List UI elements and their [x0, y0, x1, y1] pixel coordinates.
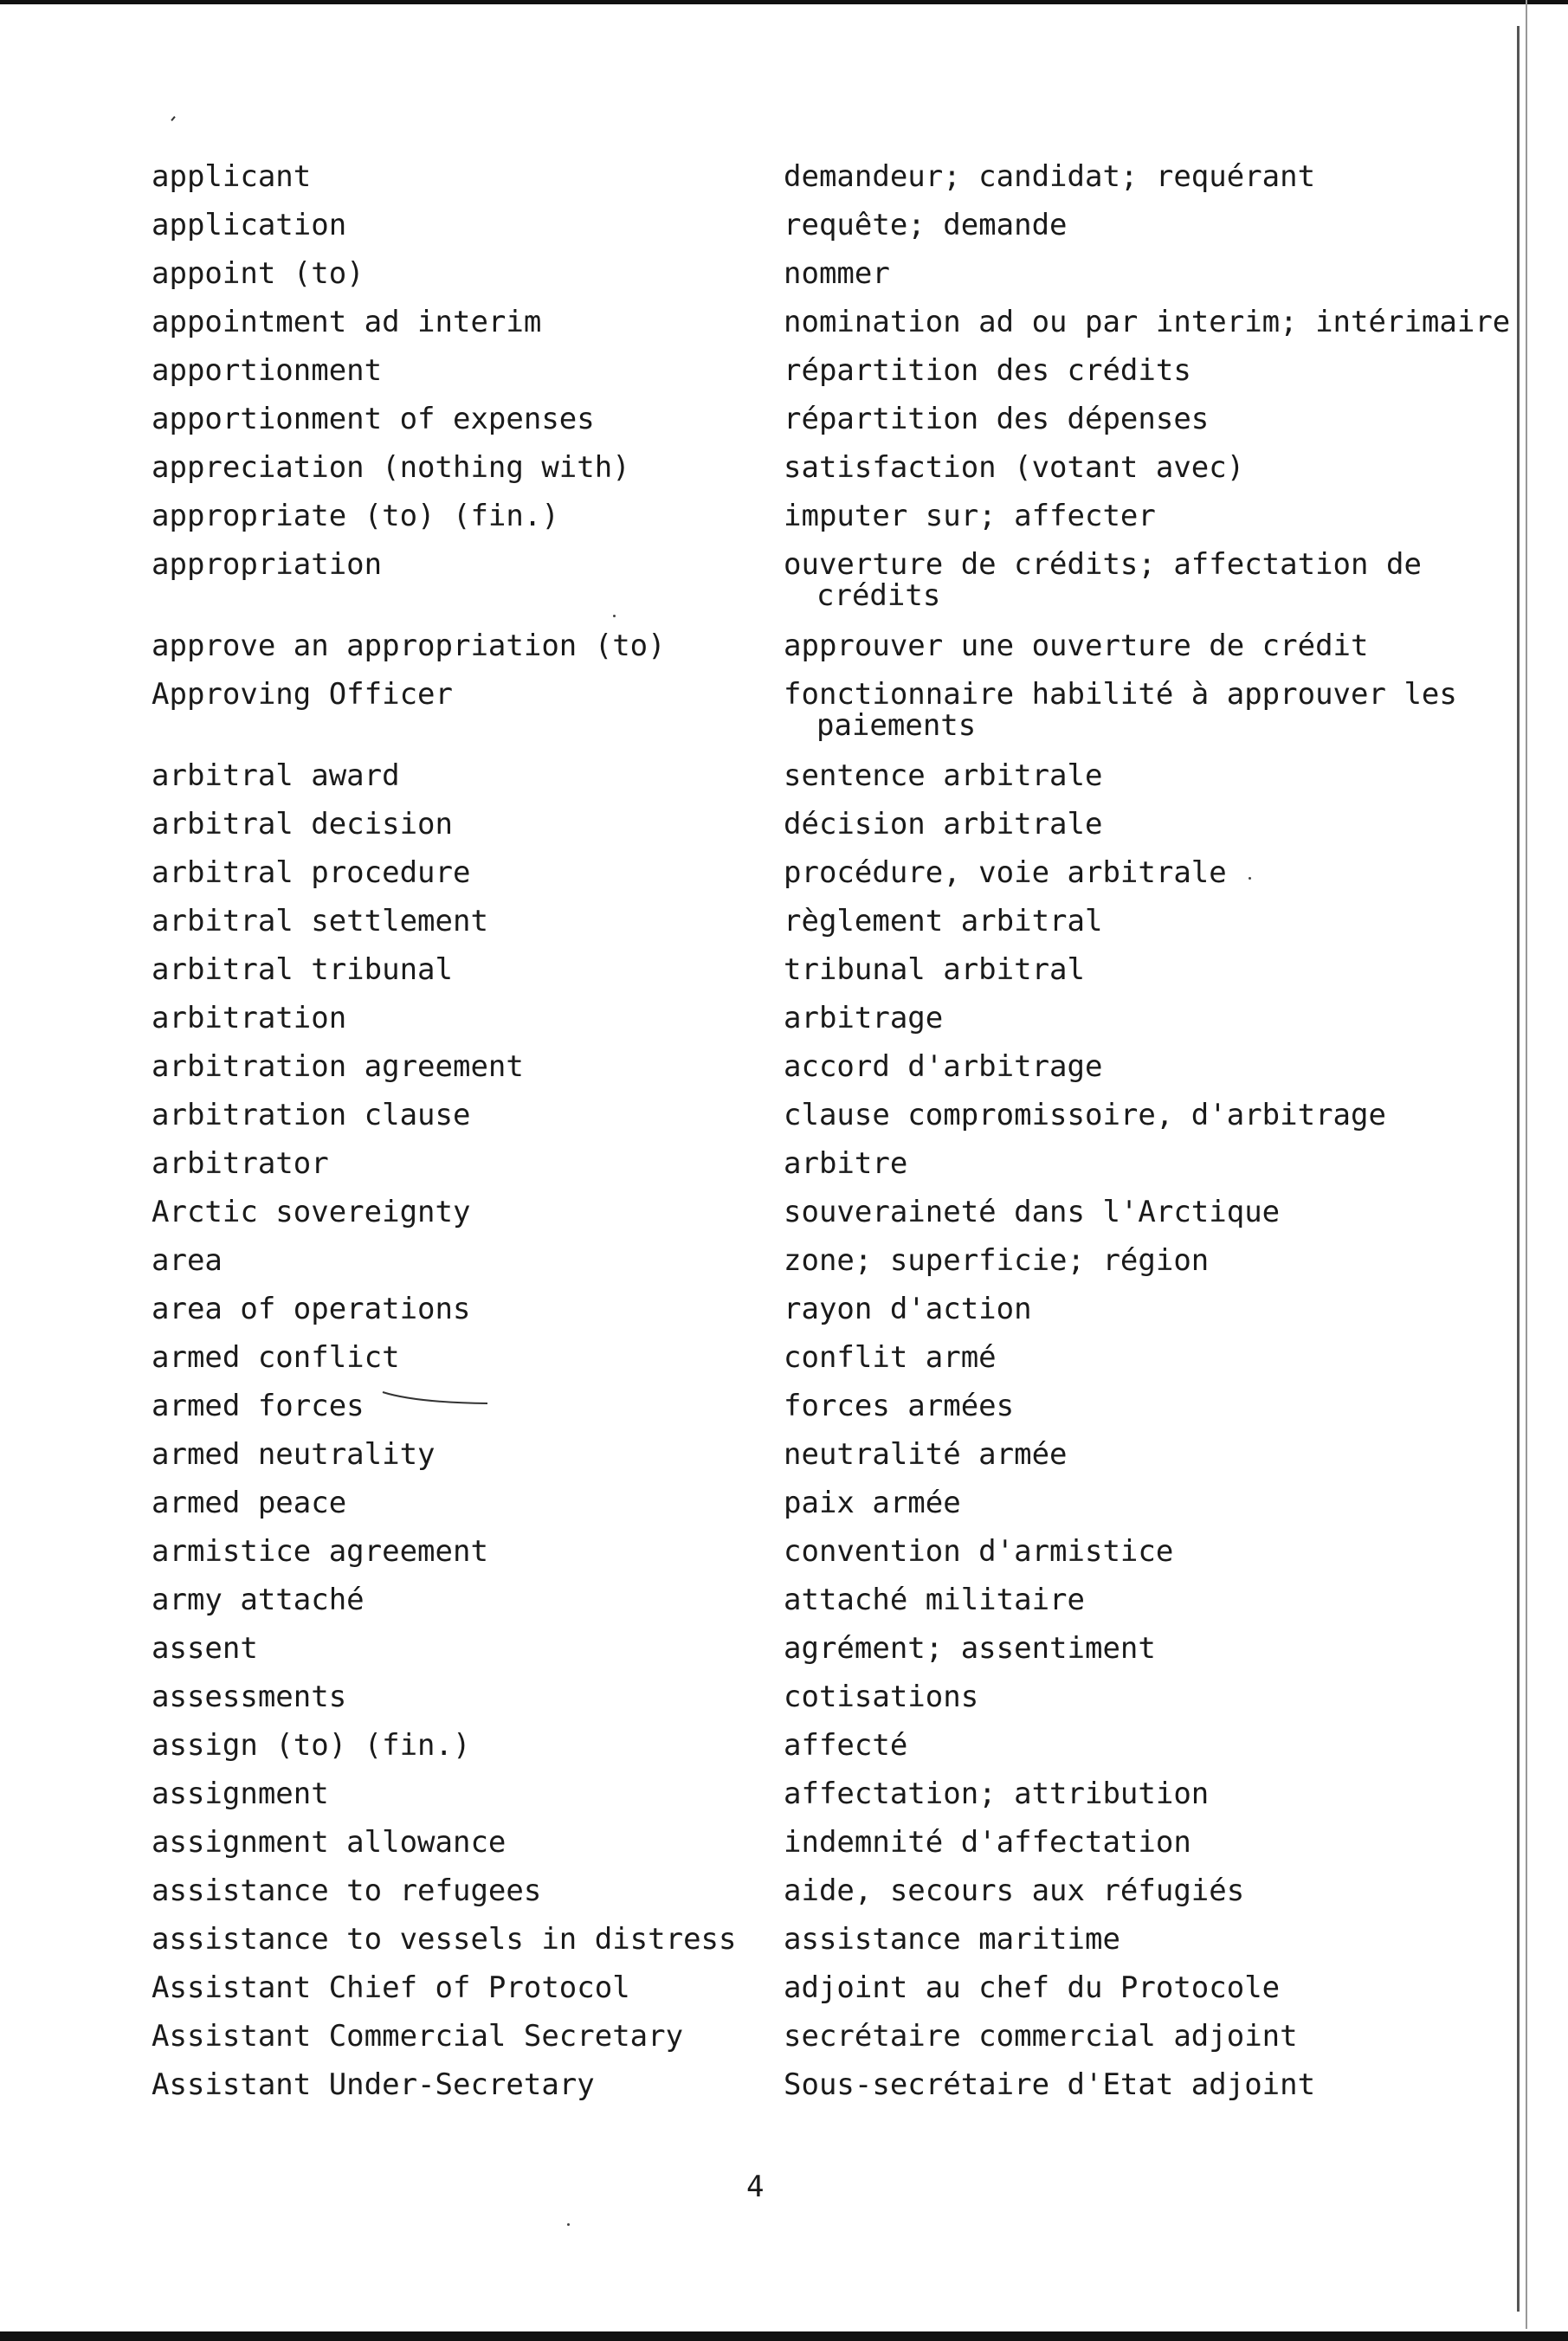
translation	[784, 1196, 1280, 1228]
term: area	[152, 1243, 223, 1278]
term: armed neutrality	[152, 1437, 436, 1472]
translation	[784, 857, 1227, 888]
translation	[784, 1342, 997, 1373]
term: apportionment of expenses	[152, 402, 595, 436]
translation-text: cotisations	[784, 1680, 979, 1714]
translation-text: Sous-secrétaire d'Etat adjoint	[784, 2067, 1316, 2102]
translation	[784, 760, 1102, 791]
translation-text: neutralité armée	[784, 1437, 1068, 1472]
translation-text: fonctionnaire habilité à approuver les	[784, 677, 1457, 712]
translation-text: zone; superficie; région	[784, 1243, 1210, 1278]
term: arbitration clause	[152, 1098, 471, 1132]
translation-text: arbitrage	[784, 1001, 944, 1035]
translation-text: paix armée	[784, 1486, 961, 1520]
translation-text: rayon d'action	[784, 1292, 1032, 1326]
term: arbitration agreement	[152, 1049, 524, 1084]
term: appointment ad interim	[152, 305, 542, 339]
translation	[784, 161, 1315, 192]
translation-text: arbitre	[784, 1146, 908, 1181]
translation-text: nomination ad ou par interim; intérimaire	[784, 305, 1511, 339]
term: armistice agreement	[152, 1534, 488, 1569]
term: armed forces	[152, 1389, 365, 1423]
term: application	[152, 208, 347, 242]
translation-text: affectation; attribution	[784, 1777, 1210, 1811]
translation	[784, 1875, 1244, 1906]
translation	[784, 1633, 1156, 1664]
translation	[784, 2069, 1315, 2100]
term: area of operations	[152, 1292, 471, 1326]
term: armed conflict	[152, 1340, 400, 1375]
term: appropriate (to) (fin.)	[152, 499, 559, 533]
term: assistance to vessels in distress	[152, 1922, 737, 1957]
term: arbitral award	[152, 758, 400, 793]
term: appreciation (nothing with)	[152, 450, 630, 485]
translation	[784, 452, 1244, 483]
term: applicant	[152, 159, 312, 194]
translation-text: adjoint au chef du Protocole	[784, 1970, 1281, 2005]
translation	[784, 258, 890, 289]
translation	[784, 1487, 961, 1519]
term: assistance to refugees	[152, 1873, 542, 1908]
term: appropriation	[152, 547, 383, 582]
translation-text: forces armées	[784, 1389, 1015, 1423]
translation	[784, 1245, 1209, 1276]
translation-text: attaché militaire	[784, 1583, 1085, 1617]
translation	[784, 954, 1085, 985]
translation	[784, 1003, 943, 1034]
translation	[784, 1730, 907, 1761]
term: armed peace	[152, 1486, 347, 1520]
term: arbitral decision	[152, 807, 453, 842]
translation-text: secrétaire commercial adjoint	[784, 2019, 1298, 2054]
term: arbitration	[152, 1001, 347, 1035]
term: Assistant Commercial Secretary	[152, 2019, 684, 2054]
translation	[784, 1536, 1173, 1567]
translation	[784, 500, 1156, 532]
translation-text: souveraineté dans l'Arctique	[784, 1195, 1281, 1229]
translation-text: indemnité d'affectation	[784, 1825, 1191, 1860]
translation-text: répartition des crédits	[784, 353, 1191, 388]
translation	[784, 306, 1510, 338]
translation	[784, 1293, 1032, 1325]
translation	[784, 403, 1209, 435]
translation-text: demandeur; candidat; requérant	[784, 159, 1316, 194]
translation	[784, 679, 1457, 741]
translation-text: requête; demande	[784, 208, 1068, 242]
translation-text: ouverture de crédits; affectation de	[784, 547, 1422, 582]
translation	[784, 906, 1102, 937]
term: arbitral settlement	[152, 904, 488, 938]
glossary-entry	[0, 2069, 1568, 2194]
term: assent	[152, 1631, 258, 1666]
translation-text: agrément; assentiment	[784, 1631, 1156, 1666]
translation	[784, 355, 1191, 386]
translation	[784, 1827, 1191, 1858]
term: assessments	[152, 1680, 347, 1714]
translation	[784, 630, 1369, 661]
translation	[784, 1924, 1120, 1955]
translation-text: décision arbitrale	[784, 807, 1103, 842]
term: Arctic sovereignty	[152, 1195, 471, 1229]
translation	[784, 1681, 978, 1712]
term: arbitrator	[152, 1146, 329, 1181]
translation	[784, 1390, 1014, 1422]
translation-text: règlement arbitral	[784, 904, 1103, 938]
translation	[784, 1584, 1085, 1615]
translation-text: affecté	[784, 1728, 908, 1763]
translation-text: procédure, voie arbitrale	[784, 855, 1227, 890]
translation	[784, 2021, 1298, 2052]
translation	[784, 809, 1102, 840]
term: appoint (to)	[152, 256, 365, 291]
translation-text: conflit armé	[784, 1340, 997, 1375]
translation	[784, 210, 1068, 241]
translation	[784, 549, 1422, 611]
page-number: 4	[746, 2170, 765, 2204]
term: army attaché	[152, 1583, 365, 1617]
translation-continuation: crédits	[816, 578, 941, 613]
translation-text: convention d'armistice	[784, 1534, 1174, 1569]
term: Approving Officer	[152, 677, 453, 712]
translation	[784, 1100, 1386, 1131]
translation-text: répartition des dépenses	[784, 402, 1210, 436]
translation-text: sentence arbitrale	[784, 758, 1103, 793]
translation	[784, 1972, 1280, 2003]
translation	[784, 1778, 1209, 1809]
term: assign (to) (fin.)	[152, 1728, 471, 1763]
translation-text: satisfaction (votant avec)	[784, 450, 1245, 485]
translation-text: tribunal arbitral	[784, 952, 1085, 987]
translation-text: accord d'arbitrage	[784, 1049, 1103, 1084]
translation-text: assistance maritime	[784, 1922, 1120, 1957]
translation-text: approuver une ouverture de crédit	[784, 629, 1369, 663]
translation-continuation: paiements	[816, 708, 977, 743]
translation-text: nommer	[784, 256, 890, 291]
term: arbitral tribunal	[152, 952, 453, 987]
translation-text: imputer sur; affecter	[784, 499, 1156, 533]
translation-text: aide, secours aux réfugiés	[784, 1873, 1245, 1908]
term: assignment allowance	[152, 1825, 507, 1860]
term: Assistant Under-Secretary	[152, 2067, 595, 2102]
translation	[784, 1439, 1068, 1470]
translation	[784, 1051, 1102, 1082]
term: approve an appropriation (to)	[152, 629, 666, 663]
translation-text: clause compromissoire, d'arbitrage	[784, 1098, 1386, 1132]
term: arbitral procedure	[152, 855, 471, 890]
term: apportionment	[152, 353, 383, 388]
translation	[784, 1148, 907, 1179]
term: assignment	[152, 1777, 329, 1811]
term: Assistant Chief of Protocol	[152, 1970, 630, 2005]
